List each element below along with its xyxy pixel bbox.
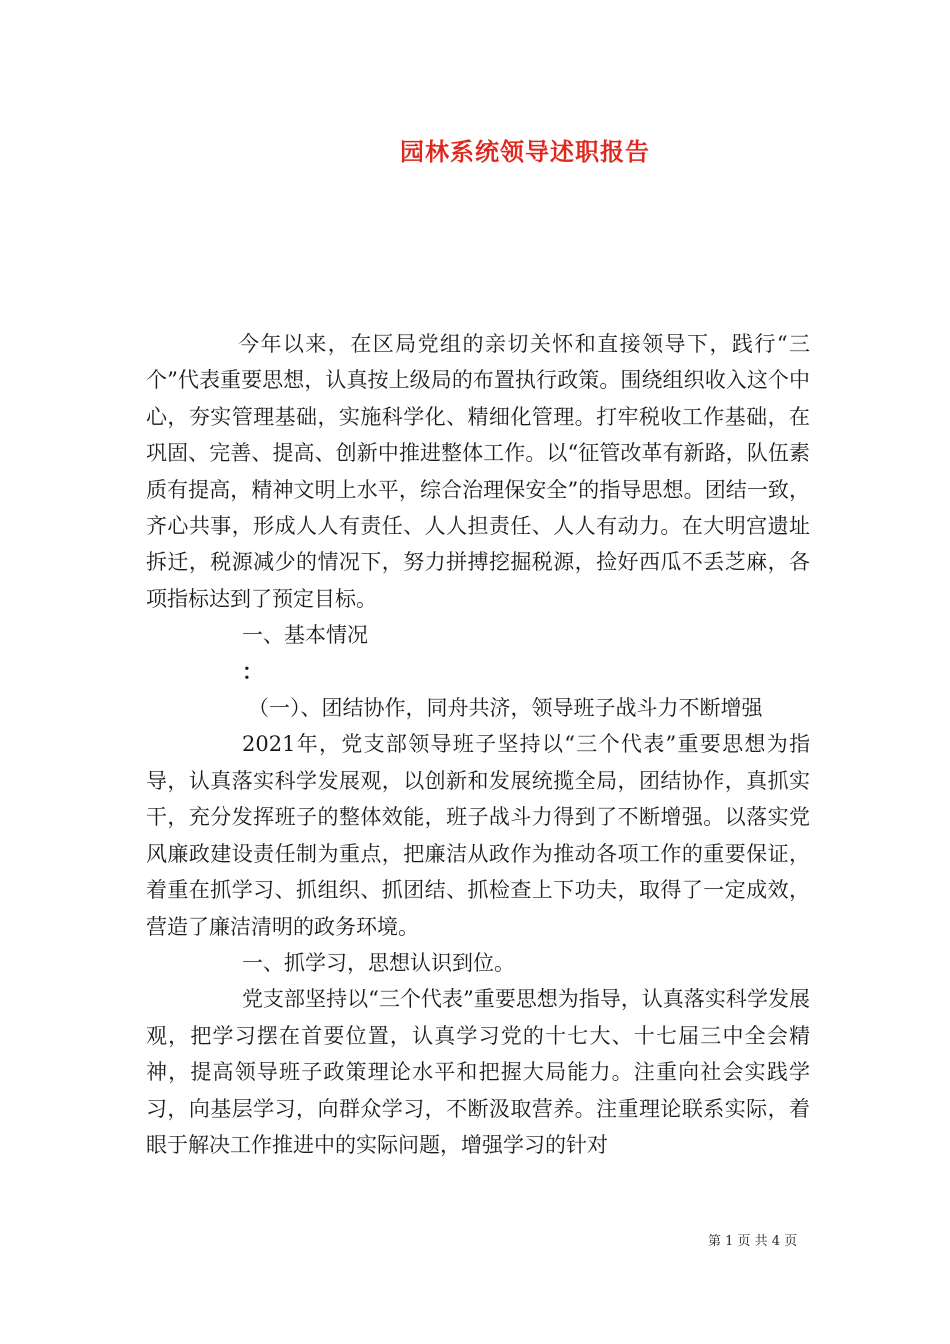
paragraph-study: 党支部坚持以“三个代表”重要思想为指导，认真落实科学发展观，把学习摆在首要位置，认真学习党的十七大、十七届三中全会精神，提高领导班子政策理论水平和把握大局能力。注重向社会实践学习，向基层学习，向群众学习，不断汲取营养。注重理论联系实际，着眼于解决工作推进中的实际问题，增强学习的针对 — [146, 987, 810, 1157]
section-heading-study: 一、抓学习，思想认识到位。 — [242, 950, 515, 975]
subheading-unity: （一）、团结协作，同舟共济，领导班子战斗力不断增强 — [248, 696, 763, 721]
page-footer: 第 1 页 共 4 页 — [708, 1234, 798, 1249]
colon-line: ： — [242, 658, 263, 684]
section-heading-basic: 一、基本情况 — [242, 623, 368, 648]
document-body — [146, 326, 810, 1163]
paragraph-2021: 2021年，党支部领导班子坚持以“三个代表”重要思想为指导，认真落实科学发展观，以创新和发展统揽全局，团结协作，真抓实干，充分发挥班子的整体效能，班子战斗力得到了不断增强。以落实党风廉政建设责任制为重点，把廉洁从政作为推动各项工作的重要保证，着重在抓学习、抓组织、抓团结、抓检查上下功夫，取得了一定成效，营造了廉洁清明的政务环境。 — [146, 732, 810, 939]
page-title: 园林系统领导述职报告 — [400, 137, 650, 166]
paragraph-intro: 今年以来，在区局党组的亲切关怀和直接领导下，践行“三个”代表重要思想，认真按上级局的布置执行政策。围绕组织收入这个中心，夯实管理基础，实施科学化、精细化管理。打牢税收工作基础，在巩固、完善、提高、创新中推进整体工作。以“征管改革有新路，队伍素质有提高，精神文明上水平，综合治理保安全”的指导思想。团结一致，齐心共事，形成人人有责任、人人担责任、人人有动力。在大明宫遗址拆迁，税源减少的情况下，努力拼搏挖掘税源，捡好西瓜不丢芝麻，各项指标达到了预定目标。 — [146, 332, 810, 611]
